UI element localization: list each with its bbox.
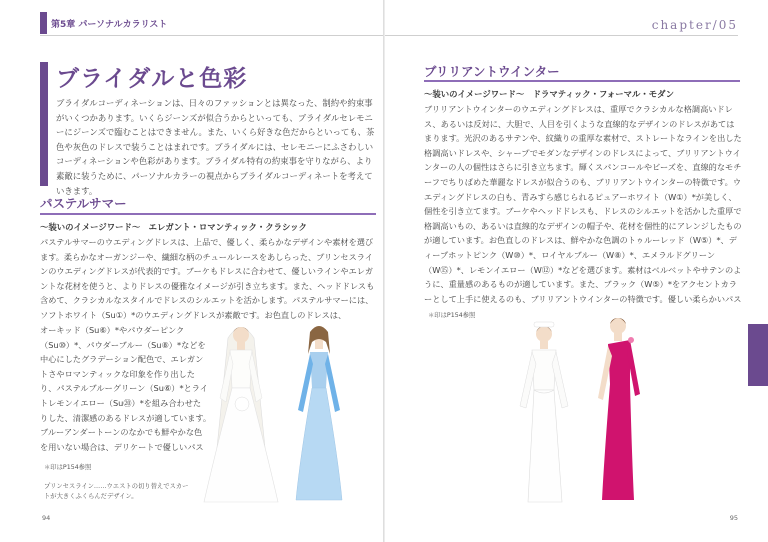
header-rule-right (384, 35, 738, 36)
spine-gutter (383, 0, 385, 542)
blue-dress-illustration (284, 318, 354, 508)
page-number-left: 94 (42, 514, 51, 522)
caption: プリンセスライン……ウエストの切り替えでスカートが大きくふくらんだデザイン。 (44, 483, 189, 500)
intro-text: ブライダルコーディネーションは、日々のファッションとは異なった、制約や約束事がいくつかあります。いくらジーンズが似合うからといっても、ブライダルセレモニーにジーンズで臨むことはできません。また、いくら好きな色だからといっても、茶色や灰色のドレスで装うことはまれです。ブライダルには、セレモニーにふさわしいコーディネーションや色彩があります。ブライダル特有の約束事を守りながら、より素敵に装うために、パーソナルカラーの視点からブライダルコーディネートを考えていきます。 (56, 98, 375, 196)
right-page (384, 0, 768, 542)
white-princess-dress-illustration (196, 318, 286, 508)
body-text-right: ブリリアントウインターのウエディングドレスは、重厚でクラシカルな格調高いドレス、あるいは反対に、大胆で、人目を引くような直線的なデザインのドレスがあてはまります。光沢のあるサテンや、紋織りの重厚な素材で、ストレートなラインを出した格調高いドレスや、シャープでモダンなデザインのドレスによって、ブリリアントウインターの人の個性はさらに引き立ちます。輝くスパンコールやビーズを、直線的なモチーフでちりばめた華麗なドレスが似合うのも、ブリリアントウインターの特徴です。ウエディングドレスの白も、青みすら感じられるピュアーホワイト（W①）*が美しく、個性を引き立てます。ブーケやヘッドドレスも、ドレスのシルエットを活かした重厚で格調高いもの、あるいは直線的なデザインの帽子や、花材を個性的にアレンジしたものが適しています。お色直しのドレスは、鮮やかな色調のトゥルーレッド（W⑤）*、ディープホットピンク（W⑩）*、ロイヤルブルー（W⑧）*、エメラルドグリーン（W⑮）*、レモンイエロー（W⑫）*などを選びます。素材はベルベットやサテンのように、重量感のあるものが適しています。また、ブラック（W⑤）*をアクセントカラーとして上手に使えるのも、ブリリアントウインターの特徴です。優しい柔らかいパス (424, 104, 742, 304)
magenta-dress-illustration (584, 310, 654, 506)
section-title-brilliant-winter: ブリリアントウインター (424, 64, 560, 79)
section-rule (40, 213, 376, 215)
page-title: ブライダルと色彩 (56, 66, 248, 92)
section-title-pastel-summer: パステルサマー (40, 196, 127, 211)
title-bar (40, 62, 48, 186)
header-rule (40, 35, 384, 36)
chapter-index-tab (748, 324, 768, 386)
chapter-number: chapter/05 (651, 18, 738, 32)
white-sheath-dress-illustration (504, 318, 584, 508)
chapter-marker (40, 12, 47, 34)
ref-note-right: ＊印はP154参照 (428, 312, 476, 319)
chapter-label: 第5章 パーソナルカラリスト (51, 20, 168, 30)
ref-note: ＊印はP154参照 (44, 464, 92, 471)
body-text-wide: パステルサマーのウエディングドレスは、上品で、優しく、柔らかなデザインや素材を選びます。柔らかなオーガンジーや、繊細な柄のチュールレースをあしらった、プリンセスラインのウエディングドレスが代表的です。ブーケもドレスに合わせて、優しいラインやエレガントな花材を使うと、よりドレスの優雅なイメージが引き立ちます。また、ヘッドドレスも含めて、クラシカルなスタイルでドレスのシルエットを活かします。パステルサマーには、ソフトホワイト（Su①）*のウエディングドレスが素敵です。お色直しのドレスは、 (40, 237, 375, 320)
body-text-narrow: オーキッド（Su⑥）*やパウダーピンク（Su⑩）*、パウダーブルー（Su⑧）*などを中心にしたグラデーション配色で、エレガントさやロマンティックな印象を作り出したり、パステルブルーグリーン（Su⑥）*とライトレモンイエロー（Su⑳）*を組み合わせたりした、清潔感のあるドレスが適しています。 ブルーアンダートーンのなかでも鮮やかな色を用いない場合は、デリケートで優しいパス (40, 325, 208, 452)
page-number-right: 95 (729, 514, 738, 522)
image-keywords-right: 〜装いのイメージワード〜 ドラマティック・フォーマル・モダン (424, 89, 674, 99)
section-rule-right (424, 80, 740, 82)
image-keywords: 〜装いのイメージワード〜 エレガント・ロマンティック・クラシック (40, 222, 307, 232)
